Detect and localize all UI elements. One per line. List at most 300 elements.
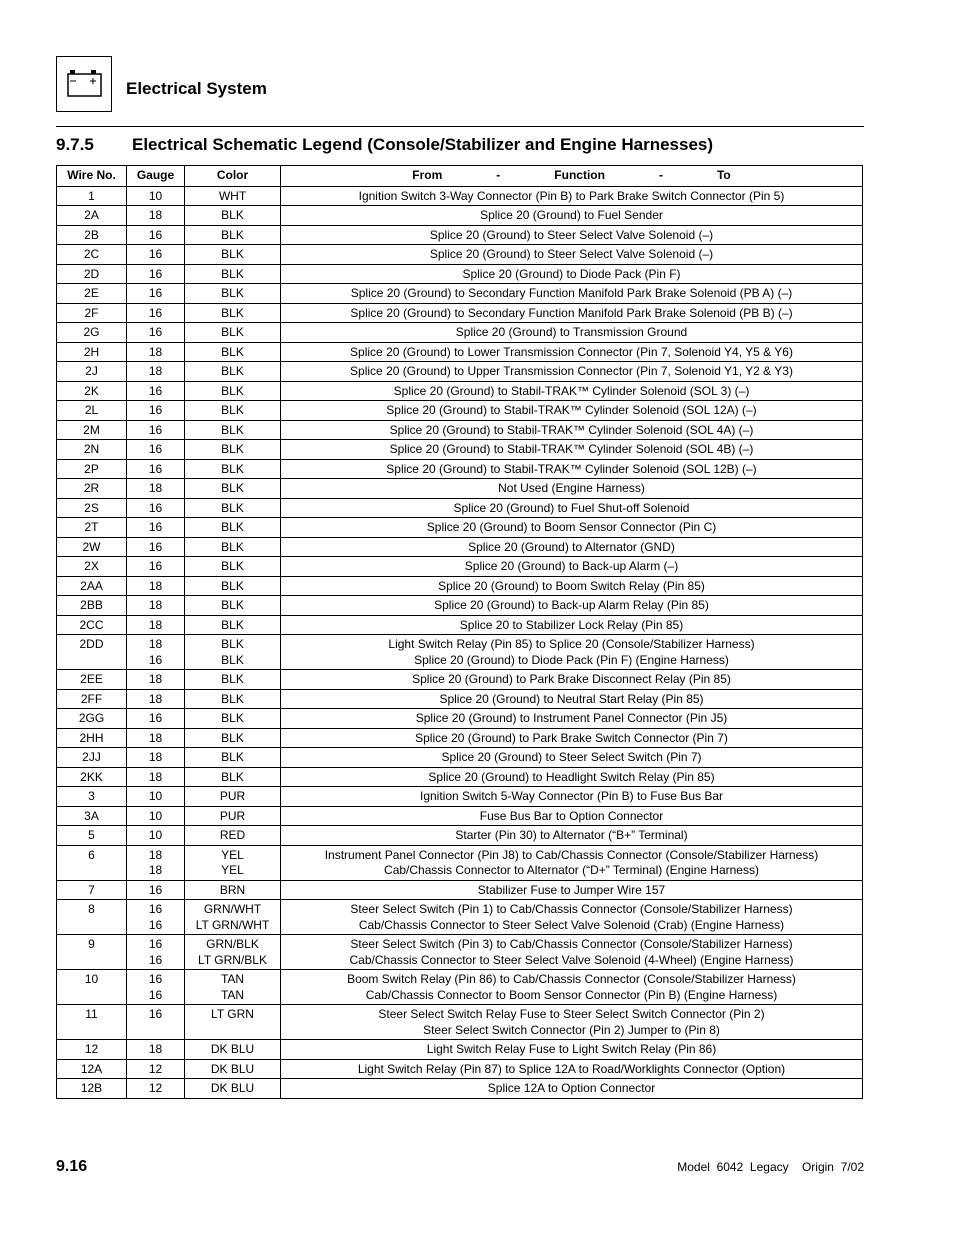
color-cell: [185, 806, 281, 826]
gauge-cell: [127, 728, 185, 748]
wire-number-cell: 2F: [57, 303, 127, 323]
color-cell: [185, 787, 281, 807]
table-row: [57, 342, 863, 362]
gauge-line: 18: [148, 863, 163, 877]
color-line: BLK: [221, 730, 244, 745]
function-cell: [281, 806, 863, 826]
gauge-line: 16: [148, 539, 163, 554]
function-cell: [281, 709, 863, 729]
function-cell: [281, 900, 863, 935]
gauge-line: 10: [148, 188, 163, 203]
wire-number-cell: 2G: [57, 323, 127, 343]
function-cell: [281, 479, 863, 499]
color-line: BLK: [221, 691, 244, 706]
function-line: Splice 20 (Ground) to Back-up Alarm Relay (Pin 85): [434, 598, 709, 612]
function-line: Splice 20 (Ground) to Upper Transmission Connector (Pin 7, Solenoid Y1, Y2 & Y3): [350, 364, 793, 378]
function-cell: [281, 748, 863, 768]
gauge-line: 18: [148, 847, 163, 862]
gauge-cell: [127, 787, 185, 807]
table-row: [57, 420, 863, 440]
table-row: [57, 880, 863, 900]
function-cell: [281, 498, 863, 518]
table-row: [57, 1005, 863, 1040]
gauge-cell: [127, 635, 185, 670]
gauge-line: 18: [148, 481, 163, 495]
color-cell: [185, 479, 281, 499]
color-line: BLK: [221, 578, 244, 593]
color-cell: [185, 401, 281, 421]
function-cell: [281, 935, 863, 970]
function-cell: [281, 401, 863, 421]
color-cell: [185, 303, 281, 323]
gauge-line: 16: [148, 422, 163, 437]
gauge-line: 16: [148, 559, 163, 573]
color-cell: [185, 381, 281, 401]
color-line: BLK: [221, 520, 244, 534]
color-cell: [185, 1079, 281, 1099]
function-line: Splice 20 (Ground) to Headlight Switch Relay (Pin 85): [428, 769, 715, 784]
col-function-label: Function: [554, 168, 605, 182]
function-line: Splice 20 (Ground) to Park Brake Disconnect Relay (Pin 85): [412, 672, 731, 686]
color-cell: [185, 264, 281, 284]
gauge-line: 16: [148, 442, 163, 456]
function-line: Splice 20 (Ground) to Steer Select Valve Solenoid (–): [429, 247, 714, 261]
function-line: Ignition Switch 5-Way Connector (Pin B) to Fuse Bus Bar: [419, 789, 723, 803]
color-line: BRN: [219, 882, 246, 897]
color-line: PUR: [219, 808, 246, 823]
color-line: BLK: [221, 325, 244, 339]
wire-number-cell: 2L: [57, 401, 127, 421]
color-cell: [185, 537, 281, 557]
wire-number-cell: 2P: [57, 459, 127, 479]
color-line: GRN/WHT: [203, 902, 262, 916]
color-cell: [185, 596, 281, 616]
gauge-line: 16: [148, 461, 163, 476]
gauge-line: 16: [148, 266, 163, 281]
gauge-cell: [127, 264, 185, 284]
wire-number-cell: 2EE: [57, 670, 127, 690]
table-row: [57, 206, 863, 226]
color-line: BLK: [221, 500, 244, 515]
page-heading: [56, 135, 713, 155]
table-row: [57, 787, 863, 807]
table-row: [57, 596, 863, 616]
color-cell: [185, 498, 281, 518]
table-row: [57, 1079, 863, 1099]
function-cell: [281, 615, 863, 635]
color-cell: [185, 206, 281, 226]
wire-legend-table: [56, 165, 863, 1099]
wire-number-cell: 2M: [57, 420, 127, 440]
function-cell: [281, 576, 863, 596]
table-row: [57, 970, 863, 1005]
gauge-line: 10: [148, 808, 163, 823]
gauge-cell: [127, 880, 185, 900]
table-row: [57, 264, 863, 284]
color-cell: [185, 420, 281, 440]
color-line: TAN: [220, 987, 245, 1002]
color-line: BLK: [221, 617, 244, 632]
gauge-line: 18: [148, 691, 163, 706]
function-cell: [281, 970, 863, 1005]
gauge-cell: [127, 576, 185, 596]
gauge-cell: [127, 1079, 185, 1099]
function-cell: [281, 459, 863, 479]
color-line: BLK: [221, 305, 244, 320]
function-cell: [281, 186, 863, 206]
function-line: Not Used (Engine Harness): [498, 481, 645, 495]
wire-number-cell: 2S: [57, 498, 127, 518]
gauge-line: 16: [148, 1007, 163, 1021]
function-line: Splice 20 (Ground) to Secondary Function Manifold Park Brake Solenoid (PB A) (–): [350, 286, 793, 300]
gauge-cell: [127, 284, 185, 304]
function-cell: [281, 420, 863, 440]
table-row: [57, 689, 863, 709]
function-line: Splice 20 (Ground) to Diode Pack (Pin F): [462, 266, 681, 281]
wire-number-cell: 2R: [57, 479, 127, 499]
color-line: DK BLU: [210, 1081, 255, 1095]
col-color: Color: [185, 166, 281, 187]
gauge-line: 16: [148, 972, 163, 986]
function-cell: [281, 303, 863, 323]
color-line: BLK: [221, 227, 244, 242]
wire-number-cell: 7: [57, 880, 127, 900]
table-row: [57, 806, 863, 826]
function-cell: [281, 689, 863, 709]
function-line: Boom Switch Relay (Pin 86) to Cab/Chassis Connector (Console/Stabilizer Harness): [347, 972, 796, 986]
color-cell: [185, 845, 281, 880]
function-cell: [281, 1005, 863, 1040]
table-row: [57, 900, 863, 935]
wire-number-cell: 12B: [57, 1079, 127, 1099]
table-row: [57, 557, 863, 577]
gauge-line: 16: [148, 305, 163, 320]
wire-number-cell: 2E: [57, 284, 127, 304]
wire-rows: [57, 186, 863, 1098]
color-line: TAN: [220, 972, 245, 986]
wire-number-cell: 5: [57, 826, 127, 846]
color-cell: [185, 826, 281, 846]
heading-title: Electrical Schematic Legend (Console/Stabilizer and Engine Harnesses): [132, 135, 714, 154]
color-cell: [185, 728, 281, 748]
gauge-line: 16: [148, 520, 163, 534]
gauge-cell: [127, 537, 185, 557]
color-cell: [185, 900, 281, 935]
table-row: [57, 1040, 863, 1060]
color-cell: [185, 935, 281, 970]
function-cell: [281, 225, 863, 245]
col-wire-no: Wire No.: [57, 166, 127, 187]
col-gauge: Gauge: [127, 166, 185, 187]
function-line: Steer Select Switch (Pin 1) to Cab/Chassis Connector (Console/Stabilizer Harness): [350, 902, 793, 916]
color-line: BLK: [221, 403, 244, 417]
color-line: BLK: [221, 383, 244, 398]
gauge-cell: [127, 342, 185, 362]
function-cell: [281, 284, 863, 304]
color-cell: [185, 615, 281, 635]
table-row: [57, 709, 863, 729]
table-row: [57, 381, 863, 401]
gauge-line: 18: [148, 1042, 163, 1056]
function-cell: [281, 1079, 863, 1099]
wire-number-cell: 2C: [57, 245, 127, 265]
table-row: [57, 845, 863, 880]
function-cell: [281, 787, 863, 807]
color-cell: [185, 670, 281, 690]
color-line: BLK: [221, 672, 244, 686]
section-title: Electrical System: [126, 79, 267, 98]
function-line: Splice 20 (Ground) to Fuel Shut-off Solenoid: [453, 500, 690, 515]
gauge-line: 16: [148, 882, 163, 897]
wire-number-cell: 10: [57, 970, 127, 1005]
wire-number-cell: 2JJ: [57, 748, 127, 768]
function-cell: [281, 767, 863, 787]
wire-number-cell: 2BB: [57, 596, 127, 616]
gauge-cell: [127, 303, 185, 323]
gauge-cell: [127, 440, 185, 460]
color-line: BLK: [221, 769, 244, 784]
table-row: [57, 826, 863, 846]
gauge-cell: [127, 935, 185, 970]
function-line: Splice 20 (Ground) to Stabil-TRAK™ Cylinder Solenoid (SOL 12A) (–): [386, 403, 757, 417]
wire-number-cell: 2CC: [57, 615, 127, 635]
table-row: [57, 362, 863, 382]
wire-number-cell: 2HH: [57, 728, 127, 748]
gauge-line: 16: [148, 403, 163, 417]
gauge-line: 16: [148, 247, 163, 261]
wire-number-cell: 2T: [57, 518, 127, 538]
color-cell: [185, 748, 281, 768]
function-line: Light Switch Relay (Pin 87) to Splice 12A to Road/Worklights Connector (Option): [357, 1061, 786, 1076]
table-row: [57, 401, 863, 421]
color-line: BLK: [221, 247, 244, 261]
table-row: [57, 1059, 863, 1079]
gauge-cell: [127, 323, 185, 343]
gauge-cell: [127, 709, 185, 729]
function-line: Splice 20 (Ground) to Boom Switch Relay (Pin 85): [438, 578, 705, 593]
function-line: Splice 20 to Stabilizer Lock Relay (Pin 85): [459, 617, 684, 632]
wire-number-cell: 8: [57, 900, 127, 935]
gauge-line: 10: [148, 789, 163, 803]
gauge-cell: [127, 1059, 185, 1079]
gauge-cell: [127, 670, 185, 690]
color-cell: [185, 1005, 281, 1040]
function-cell: [281, 1040, 863, 1060]
battery-icon: [57, 57, 113, 113]
wire-number-cell: 2X: [57, 557, 127, 577]
wire-number-cell: 2AA: [57, 576, 127, 596]
wire-number-cell: 3A: [57, 806, 127, 826]
function-cell: [281, 1059, 863, 1079]
color-line: BLK: [221, 208, 244, 222]
table-row: [57, 479, 863, 499]
color-line: BLK: [221, 344, 244, 359]
wire-number-cell: 2DD: [57, 635, 127, 670]
col-to: To: [716, 168, 731, 182]
gauge-cell: [127, 970, 185, 1005]
wire-number-cell: 6: [57, 845, 127, 880]
gauge-line: 18: [148, 672, 163, 686]
function-cell: [281, 245, 863, 265]
gauge-line: 18: [148, 598, 163, 612]
gauge-cell: [127, 420, 185, 440]
table-row: [57, 635, 863, 670]
function-line: Steer Select Switch Relay Fuse to Steer Select Switch Connector (Pin 2): [378, 1007, 765, 1021]
function-cell: [281, 206, 863, 226]
wire-number-cell: 2J: [57, 362, 127, 382]
table-row: [57, 576, 863, 596]
color-line: LT GRN/BLK: [198, 952, 267, 967]
gauge-cell: [127, 381, 185, 401]
function-line: Splice 20 (Ground) to Boom Sensor Connector (Pin C): [426, 520, 717, 534]
color-line: BLK: [221, 364, 244, 378]
function-line: Splice 20 (Ground) to Alternator (GND): [468, 539, 675, 554]
gauge-cell: [127, 1005, 185, 1040]
function-line: Splice 12A to Option Connector: [487, 1081, 656, 1095]
gauge-line: 16: [148, 325, 163, 339]
function-cell: [281, 596, 863, 616]
table-row: [57, 186, 863, 206]
wire-number-cell: 2K: [57, 381, 127, 401]
color-line: LT GRN/WHT: [195, 917, 270, 932]
function-line: Splice 20 (Ground) to Steer Select Switch (Pin 7): [441, 750, 702, 764]
wire-number-cell: 12A: [57, 1059, 127, 1079]
col-function: [281, 166, 863, 187]
gauge-cell: [127, 1040, 185, 1060]
gauge-cell: [127, 518, 185, 538]
function-line: Splice 20 (Ground) to Stabil-TRAK™ Cylinder Solenoid (SOL 4A) (–): [389, 422, 754, 437]
color-line: BLK: [221, 637, 244, 651]
gauge-cell: [127, 401, 185, 421]
table-row: [57, 518, 863, 538]
wire-number-cell: 2A: [57, 206, 127, 226]
wire-number-cell: 1: [57, 186, 127, 206]
table-row: [57, 303, 863, 323]
function-cell: [281, 323, 863, 343]
wire-number-cell: 2KK: [57, 767, 127, 787]
color-cell: [185, 284, 281, 304]
function-line: Cab/Chassis Connector to Alternator (“D+” Terminal) (Engine Harness): [384, 863, 759, 877]
gauge-line: 10: [148, 828, 163, 842]
gauge-cell: [127, 459, 185, 479]
gauge-line: 16: [148, 902, 163, 916]
color-cell: [185, 557, 281, 577]
gauge-line: 16: [148, 227, 163, 242]
color-line: LT GRN: [211, 1007, 254, 1021]
function-cell: [281, 440, 863, 460]
gauge-line: 12: [148, 1061, 163, 1076]
function-line: Splice 20 (Ground) to Neutral Start Relay (Pin 85): [439, 691, 704, 706]
table-row: [57, 615, 863, 635]
color-line: BLK: [221, 266, 244, 281]
table-row: [57, 728, 863, 748]
color-cell: [185, 186, 281, 206]
color-line: YEL: [221, 863, 244, 877]
function-cell: [281, 880, 863, 900]
color-cell: [185, 689, 281, 709]
color-cell: [185, 767, 281, 787]
page-number: 9.16: [56, 1158, 88, 1175]
color-line: BLK: [221, 652, 244, 667]
wire-number-cell: 9: [57, 935, 127, 970]
col-from: From: [412, 168, 443, 182]
col-dash-1: -: [496, 168, 501, 182]
color-cell: [185, 880, 281, 900]
wire-number-cell: 2N: [57, 440, 127, 460]
gauge-line: 18: [148, 730, 163, 745]
wire-number-cell: 2D: [57, 264, 127, 284]
gauge-line: 12: [148, 1081, 163, 1095]
gauge-line: 16: [148, 937, 163, 951]
gauge-line: 18: [148, 750, 163, 764]
function-cell: [281, 728, 863, 748]
function-cell: [281, 381, 863, 401]
gauge-line: 16: [148, 711, 163, 725]
function-line: Splice 20 (Ground) to Stabil-TRAK™ Cylinder Solenoid (SOL 4B) (–): [389, 442, 754, 456]
function-line: Light Switch Relay (Pin 85) to Splice 20 (Console/Stabilizer Harness): [388, 637, 755, 651]
color-cell: [185, 1059, 281, 1079]
wire-number-cell: 2W: [57, 537, 127, 557]
color-line: BLK: [221, 481, 244, 495]
color-line: BLK: [221, 442, 244, 456]
function-line: Steer Select Switch (Pin 3) to Cab/Chassis Connector (Console/Stabilizer Harness): [350, 937, 793, 951]
color-line: GRN/BLK: [206, 937, 259, 951]
table-row: [57, 498, 863, 518]
function-cell: [281, 362, 863, 382]
color-line: BLK: [221, 422, 244, 437]
table-row: [57, 670, 863, 690]
color-cell: [185, 1040, 281, 1060]
table-row: [57, 459, 863, 479]
color-line: BLK: [221, 286, 244, 300]
gauge-cell: [127, 767, 185, 787]
wire-number-cell: 3: [57, 787, 127, 807]
color-cell: [185, 635, 281, 670]
function-cell: [281, 342, 863, 362]
color-cell: [185, 440, 281, 460]
gauge-cell: [127, 748, 185, 768]
gauge-cell: [127, 615, 185, 635]
gauge-line: 18: [148, 364, 163, 378]
color-line: BLK: [221, 539, 244, 554]
table-row: [57, 284, 863, 304]
table-row: [57, 323, 863, 343]
table-row: [57, 225, 863, 245]
function-cell: [281, 537, 863, 557]
gauge-line: 18: [148, 769, 163, 784]
function-cell: [281, 826, 863, 846]
color-cell: [185, 970, 281, 1005]
function-line: Ignition Switch 3-Way Connector (Pin B) to Park Brake Switch Connector (Pin 5): [358, 188, 785, 203]
function-line: Splice 20 (Ground) to Stabil-TRAK™ Cylinder Solenoid (SOL 3) (–): [393, 383, 750, 398]
color-cell: [185, 225, 281, 245]
function-line: Splice 20 (Ground) to Back-up Alarm (–): [464, 559, 679, 573]
gauge-cell: [127, 225, 185, 245]
color-cell: [185, 709, 281, 729]
function-cell: [281, 670, 863, 690]
function-line: Splice 20 (Ground) to Steer Select Valve Solenoid (–): [429, 227, 714, 242]
color-cell: [185, 459, 281, 479]
gauge-cell: [127, 900, 185, 935]
col-dash-2: -: [658, 168, 663, 182]
color-line: BLK: [221, 461, 244, 476]
wire-number-cell: 2GG: [57, 709, 127, 729]
color-line: BLK: [221, 559, 244, 573]
gauge-line: 16: [148, 917, 163, 932]
gauge-line: 16: [148, 987, 163, 1002]
gauge-line: 18: [148, 344, 163, 359]
function-line: Cab/Chassis Connector to Steer Select Valve Solenoid (Crab) (Engine Harness): [358, 917, 785, 932]
